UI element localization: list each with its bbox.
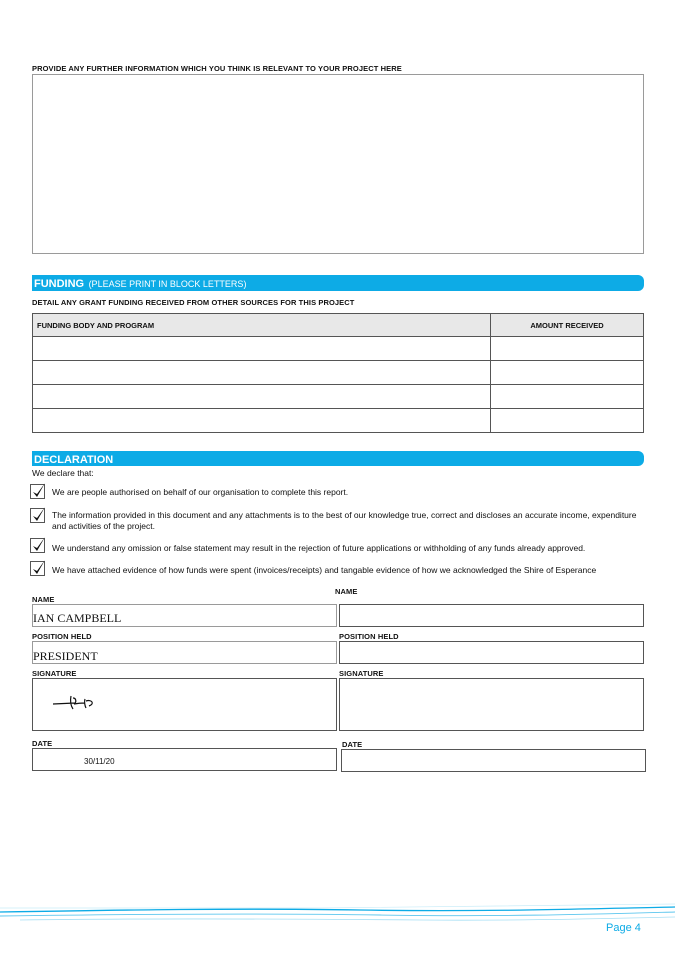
right-position-field[interactable] xyxy=(339,641,644,664)
amount-cell[interactable] xyxy=(491,409,644,433)
page-number: Page 4 xyxy=(606,922,641,934)
right-signature-field[interactable] xyxy=(339,678,644,731)
table-row xyxy=(33,337,644,361)
table-row xyxy=(33,409,644,433)
left-date-label: DATE xyxy=(32,739,53,748)
declaration-item-4: We have attached evidence of how funds were spent (invoices/receipts) and tangable evidence of how we acknowledged the Shire of Esperance xyxy=(52,565,597,575)
right-name-label: NAME xyxy=(335,587,358,596)
declaration-checkbox-3[interactable] xyxy=(30,538,45,553)
left-date-value: 30/11/20 xyxy=(84,757,115,766)
declaration-checkbox-1[interactable] xyxy=(30,484,45,499)
right-date-field[interactable] xyxy=(341,749,646,772)
left-position-value: PRESIDENT xyxy=(33,649,98,663)
checkmark-icon xyxy=(32,507,46,523)
declaration-item-3: We understand any omission or false statement may result in the rejection of future applications or withholding of any funds already approved. xyxy=(52,543,586,553)
left-name-label: NAME xyxy=(32,595,55,604)
declaration-intro: We declare that: xyxy=(32,468,94,478)
funding-body-cell[interactable] xyxy=(33,409,491,433)
checkmark-icon xyxy=(32,537,46,553)
declaration-heading: DECLARATION xyxy=(34,454,114,466)
right-position-label: POSITION HELD xyxy=(339,632,399,641)
funding-body-cell[interactable] xyxy=(33,385,491,409)
left-position-field[interactable] xyxy=(32,641,337,664)
funding-table-header xyxy=(33,314,644,337)
funding-heading-note: (PLEASE PRINT IN BLOCK LETTERS) xyxy=(88,279,247,289)
table-row xyxy=(33,385,644,409)
declaration-item-2: The information provided in this document and any attachments is to the best of our knowledge true, correct and discloses an accurate income, expenditure and activities of the project. xyxy=(52,510,637,531)
footer-wave-decoration xyxy=(0,900,675,930)
further-info-textarea[interactable] xyxy=(32,74,644,254)
declaration-checkbox-4[interactable] xyxy=(30,561,45,576)
amount-cell[interactable] xyxy=(491,337,644,361)
column-funding-body: FUNDING BODY AND PROGRAM xyxy=(33,314,491,337)
right-date-label: DATE xyxy=(342,740,363,749)
declaration-item-1: We are people authorised on behalf of our organisation to complete this report. xyxy=(52,487,349,497)
left-position-label: POSITION HELD xyxy=(32,632,92,641)
left-name-value: IAN CAMPBELL xyxy=(33,611,122,625)
funding-heading: FUNDING xyxy=(34,278,85,290)
funding-table xyxy=(32,313,644,433)
left-date-field[interactable] xyxy=(32,748,337,771)
checkmark-icon xyxy=(32,560,46,576)
amount-cell[interactable] xyxy=(491,361,644,385)
left-name-field[interactable] xyxy=(32,604,337,627)
right-name-field[interactable] xyxy=(339,604,644,627)
column-amount-received: AMOUNT RECEIVED xyxy=(491,314,644,337)
funding-body-cell[interactable] xyxy=(33,361,491,385)
funding-section-header xyxy=(32,275,644,291)
funding-instruction: DETAIL ANY GRANT FUNDING RECEIVED FROM OTHER SOURCES FOR THIS PROJECT xyxy=(32,298,355,307)
checkmark-icon xyxy=(32,483,46,499)
declaration-checkbox-2[interactable] xyxy=(30,508,45,523)
table-row xyxy=(33,361,644,385)
declaration-section-header xyxy=(32,451,644,466)
handwritten-signature xyxy=(51,693,107,713)
right-signature-label: SIGNATURE xyxy=(339,669,384,678)
left-signature-field[interactable] xyxy=(32,678,337,731)
funding-body-cell[interactable] xyxy=(33,337,491,361)
further-info-label: PROVIDE ANY FURTHER INFORMATION WHICH YOU THINK IS RELEVANT TO YOUR PROJECT HERE xyxy=(32,64,402,73)
left-signature-label: SIGNATURE xyxy=(32,669,77,678)
amount-cell[interactable] xyxy=(491,385,644,409)
